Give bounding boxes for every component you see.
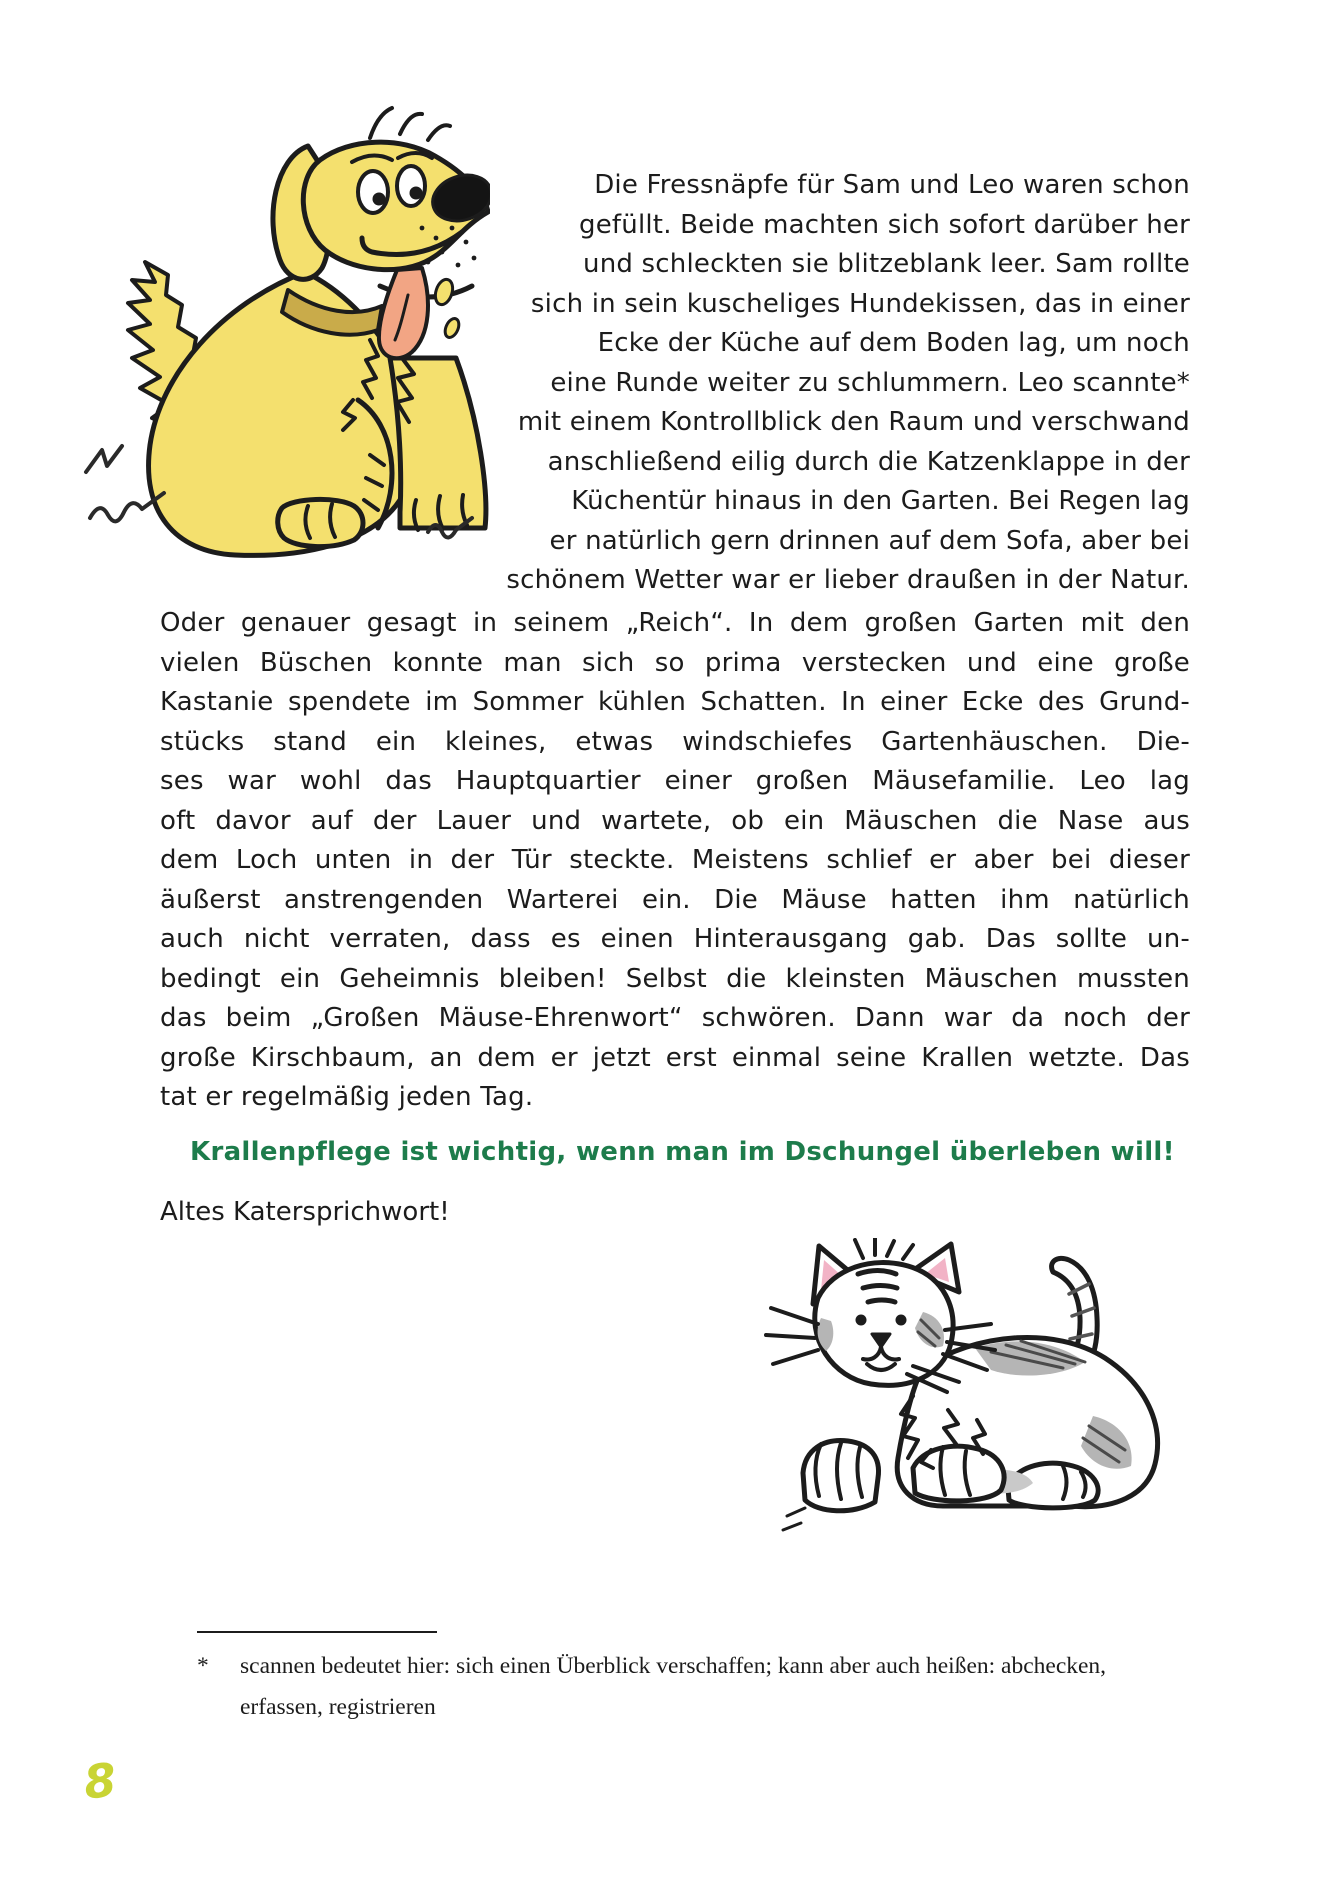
page-number: 8 (81, 1752, 119, 1810)
text-line: Kastanie spendete im Sommer kühlen Schatten. In einer Ecke des Grund- (160, 687, 1190, 717)
text-line: oft davor auf der Lauer und wartete, ob ein Mäuschen die Nase aus (160, 805, 1190, 836)
text-line: sich in sein kuscheliges Hundekissen, das in einer (530, 288, 1190, 319)
attribution-text: Altes Katersprichwort! (160, 1197, 450, 1227)
text-line: gefüllt. Beide machten sich sofort darüber her (579, 209, 1190, 240)
footnote-line: erfassen, registrieren (240, 1694, 436, 1720)
text-line: dem Loch unten in der Tür steckte. Meistens schlief er aber bei dieser (160, 845, 1190, 875)
cat-eye-right (896, 1315, 907, 1326)
text-line: große Kirschbaum, an dem er jetzt erst einmal seine Krallen wetzte. Das (160, 1042, 1190, 1073)
text-line: äußerst anstrengenden Warterei ein. Die Mäuse hatten ihm natürlich (160, 884, 1190, 915)
footnote-marker: * (197, 1653, 209, 1679)
text-line: anschließend eilig durch die Katzenklappe in der (547, 446, 1190, 477)
text-line: mit einem Kontrollblick den Raum und verschwand (517, 407, 1190, 437)
text-line: stücks stand ein kleines, etwas windschiefes Gartenhäuschen. Die- (160, 726, 1190, 757)
text-line: ses war wohl das Hauptquartier einer großen Mäusefamilie. Leo lag (160, 766, 1190, 796)
cat-drawing-svg (763, 1238, 1193, 1568)
footnote (197, 1646, 1239, 1728)
quote-text: Krallenpflege ist wichtig, wenn man im Dschungel überleben will! (190, 1137, 1175, 1167)
text-line: das beim „Großen Mäuse-Ehrenwort“ schwören. Dann war da noch der (160, 1003, 1190, 1033)
text-line: tat er regelmäßig jeden Tag. (160, 1082, 534, 1112)
text-line: auch nicht verraten, dass es einen Hinterausgang gab. Das sollte un- (160, 924, 1190, 954)
cat-eye-left (856, 1315, 867, 1326)
footnote-text (240, 1646, 1239, 1728)
text-line: und schleckten sie blitzeblank leer. Sam rollte (583, 249, 1190, 279)
text-line: eine Runde weiter zu schlummern. Leo scannte* (550, 367, 1190, 398)
text-line: Ecke der Küche auf dem Boden lag, um noch (597, 328, 1190, 358)
text-line: vielen Büschen konnte man sich so prima verstecken und eine große (160, 647, 1190, 678)
text-line: Oder genauer gesagt in seinem „Reich“. In dem großen Garten mit den (160, 608, 1190, 638)
text-line: bedingt ein Geheimnis bleiben! Selbst die kleinsten Mäuschen mussten (160, 963, 1190, 994)
footnote-line: scannen bedeutet hier: sich einen Überblick verschaffen; kann aber auch heißen: abchecken, (240, 1653, 1107, 1679)
text-line: er natürlich gern drinnen auf dem Sofa, aber bei (549, 525, 1190, 556)
footnote-divider (197, 1631, 437, 1633)
text-line: schönem Wetter war er lieber draußen in der Natur. (506, 565, 1190, 595)
text-line: Die Fressnäpfe für Sam und Leo waren schon (594, 170, 1190, 200)
story-paragraph-wrapped (300, 166, 1190, 601)
text-line: Küchentür hinaus in den Garten. Bei Regen lag (571, 486, 1190, 516)
story-paragraph-full (160, 604, 1190, 1118)
cat-illustration (763, 1238, 1193, 1568)
